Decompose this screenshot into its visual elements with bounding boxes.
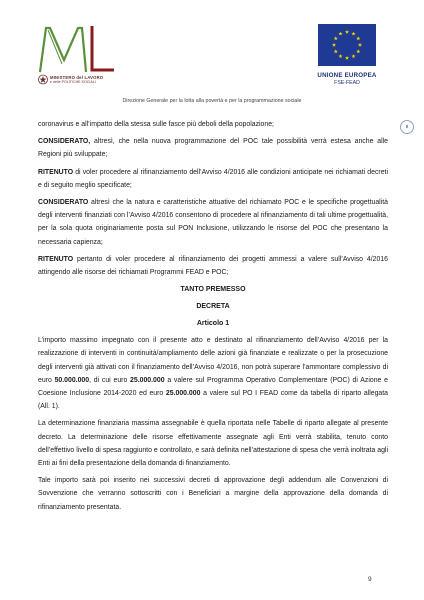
paragraph: RITENUTO pertanto di voler procedere al rifinanziamento dei progetti ammessi a valere sull’Avviso 4/2016 attingendo alle risorse dei richiamati Programmi FEAD e POC; bbox=[38, 255, 388, 277]
ministero-subname: e delle POLITICHE SOCIALI bbox=[50, 80, 96, 84]
article-paragraph: Tale importo sarà poi inserito nei successivi decreti di approvazione degli addendum alle Convenzioni di Sovvenzione che verranno sottoscritti con i Beneficiari a margine della approvazione della domanda di rifinanziamento presentata. bbox=[38, 477, 388, 511]
ministero-caption bbox=[50, 75, 103, 85]
italian-emblem-icon bbox=[38, 74, 48, 85]
heading-decreta: DECRETA bbox=[196, 303, 230, 311]
department-name: Direzione Generale per la lotta alla povertà e per la programmazione sociale bbox=[122, 98, 302, 104]
heading-tanto-premesso: TANTO PREMESSO bbox=[180, 286, 246, 294]
page-number: 9 bbox=[368, 576, 372, 583]
eu-flag-icon bbox=[318, 24, 376, 66]
side-page-badge: 9 bbox=[400, 120, 414, 134]
eu-title: UNIONE EUROPEA bbox=[317, 72, 377, 79]
document-body bbox=[38, 118, 388, 514]
article-paragraph: La determinazione finanziaria massima assegnabile è quella riportata nelle Tabelle di riparto allegate al presente decreto. La determinazione delle risorse effettivamente assegnate agli Enti verrà stabilita, tenuto conto dell’effettivo livello di spesa raggiunto e controllato, e sarà definita nell’attestazione di spesa che verrà inoltrata agli Enti ai fini della presentazione della domanda di finanziamento. bbox=[38, 420, 388, 468]
article-paragraph: L’importo massimo impegnato con il presente atto e destinato al rifinanziamento dell’Avviso 4/2016 per la realizzazione di interventi in continuità/ampliamento delle azioni già finanziate e realizzate o per la prosecuzione degli interventi già attivati con il finanziamento dell’Avviso 4/2016, non potrà superare l’ammontare complessivo di euro 50.000.000, di cui euro 25.000.000 a valere sul Programma Operativo Complementare (POC) di Azione e Coesione Inclusione 2014-2020 ed euro 25.000.000 a valere sul PO I FEAD come da tabella di riparto allegata (All. 1). bbox=[38, 337, 389, 411]
paragraph: RITENUTO di voler procedere al rifinanziamento dell’Avviso 4/2016 alle condizioni anticipate nei richiamati decreti e di seguito meglio specificate; bbox=[38, 168, 388, 189]
ministero-name: MINISTERO del LAVORO bbox=[50, 75, 104, 80]
paragraph: CONSIDERATO, altresì, che nella nuova programmazione del POC tale possibilità verrà estesa anche alle Regioni più sviluppate; bbox=[38, 138, 388, 159]
heading-articolo: Articolo 1 bbox=[196, 320, 230, 328]
paragraph: coronavirus e all’impatto della stessa sulle fasce più deboli della popolazione; bbox=[38, 121, 274, 128]
eu-subtitle: FSE-FEAD bbox=[334, 80, 360, 86]
paragraph: CONSIDERATO altresì che la natura e caratteristiche attuative del richiamato POC e le specifiche progettualità degli interventi finanziati con l’Avviso 4/2016 consentono di procedere al rifinanziamento di tali ultime progettualità, per la sola quota originariamente posta sul PON Inclusione, utilizzando le risorse del POC che presentano la necessaria capienza; bbox=[38, 199, 388, 246]
